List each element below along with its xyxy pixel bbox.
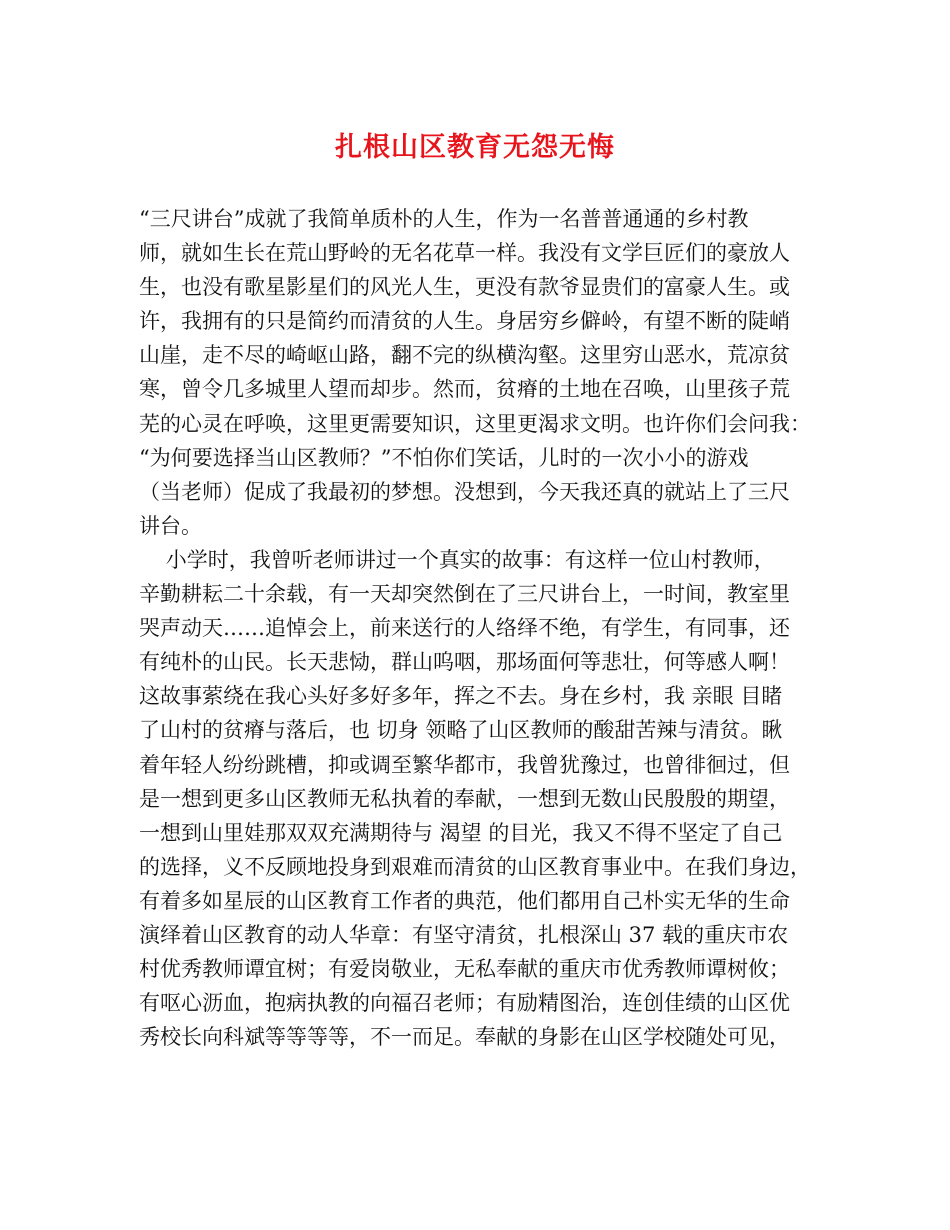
text-line: 哭声动天……追悼会上，前来送行的人络绎不绝，有学生，有同事，还: [139, 616, 790, 641]
text-line: “为何要选择当山区教师？”不怕你们笑话，儿时的一次小小的游戏: [139, 445, 749, 470]
text-line: 辛勤耕耘二十余载，有一天却突然倒在了三尺讲台上，一时间，教室里: [139, 582, 790, 607]
text-line: 是一想到更多山区教师无私执着的奉献，一想到无数山民殷殷的期望，: [139, 786, 790, 811]
text-line: 了山村的贫瘠与落后，也 切身 领略了山区教师的酸甜苦辣与清贫。瞅: [139, 718, 783, 743]
text-line: 着年轻人纷纷跳槽，抑或调至繁华都市，我曾犹豫过，也曾徘徊过，但: [139, 752, 790, 777]
text-line: 演绎着山区教育的动人华章：有坚守清贫，扎根深山 37 载的重庆市农: [139, 922, 789, 947]
text-line: 芜的心灵在呼唤，这里更需要知识，这里更渴求文明。也许你们会问我：: [139, 411, 811, 436]
text-line: 师，就如生长在荒山野岭的无名花草一样。我没有文学巨匠们的豪放人: [139, 241, 790, 266]
text-line: （当老师）促成了我最初的梦想。没想到，今天我还真的就站上了三尺: [139, 479, 790, 504]
text-line: 有纯朴的山民。长天悲恸，群山呜咽，那场面何等悲壮，何等感人啊！: [139, 650, 790, 675]
text-line: 生，也没有歌星影星们的风光人生，更没有款爷显贵们的富豪人生。或: [139, 275, 790, 300]
text-line: 这故事萦绕在我心头好多好多年，挥之不去。身在乡村，我 亲眼 目睹: [139, 684, 783, 709]
text-line: 小学时，我曾听老师讲过一个真实的故事：有这样一位山村教师，: [139, 547, 775, 572]
text-line: 寒，曾令几多城里人望而却步。然而，贫瘠的土地在召唤，山里孩子荒: [139, 377, 790, 402]
text-line: 有着多如星辰的山区教育工作者的典范，他们都用自己朴实无华的生命: [139, 888, 790, 913]
text-line: 许，我拥有的只是简约而清贫的人生。身居穷乡僻岭，有望不断的陡峭: [139, 309, 790, 334]
text-line: “三尺讲台”成就了我简单质朴的人生，作为一名普普通通的乡村教: [139, 207, 749, 231]
text-line: 的选择，义不反顾地投身到艰难而清贫的山区教育事业中。在我们身边，: [139, 854, 811, 879]
text-line: 有呕心沥血，抱病执教的向福召老师；有励精图治，连创佳绩的山区优: [139, 991, 790, 1016]
text-line: 村优秀教师谭宜树；有爱岗敬业，无私奉献的重庆市优秀教师谭树攸；: [139, 957, 790, 982]
page-title: 扎根山区教育无怨无悔: [335, 132, 615, 163]
text-line: 讲台。: [139, 513, 202, 538]
text-line: 秀校长向科斌等等等等，不一而足。奉献的身影在山区学校随处可见，: [139, 1025, 790, 1050]
text-line: 一想到山里娃那双双充满期待与 渴望 的目光，我又不得不坚定了自己: [139, 820, 783, 845]
text-line: 山崖，走不尽的崎岖山路，翻不完的纵横沟壑。这里穷山恶水，荒凉贫: [139, 343, 790, 368]
article-body: [139, 202, 829, 1054]
